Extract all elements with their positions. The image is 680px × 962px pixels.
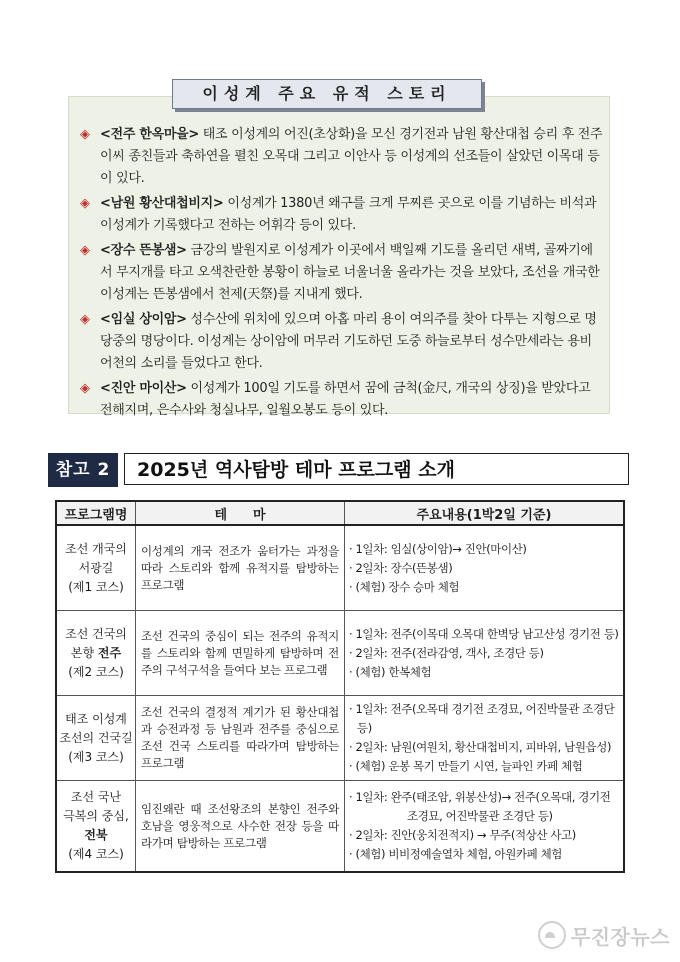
content-item: · 1일차: 임실(상이암)→ 진안(마이산) <box>349 541 527 556</box>
diamond-bullet-icon: ◈ <box>80 196 90 211</box>
content-item: · 2일차: 진안(웅치전적지) → 무주(적상산 사고) <box>349 828 576 842</box>
theme-cell: 이성계의 개국 전조가 움터가는 과정을 따라 스토리와 함께 유적지를 탐방하는 프로그램 <box>136 525 345 611</box>
program-name-line: 전북 <box>84 828 108 842</box>
program-name-line: 조선의 건국길 <box>59 730 133 745</box>
story-item-text: 성수산에 위치에 있으며 아홉 마리 용이 여의주를 찾아 다투는 지형으로 명당중의 명당이다. 이성계는 상이암에 머무러 기도하던 도중 하늘로부터 성수만세라는 용비어천의 소리를 들었다고 한다. <box>100 312 597 371</box>
story-item-head: <전주 한옥마을> <box>100 127 199 142</box>
content-item: · (체험) 운봉 목기 만들기 시연, 늘파인 카페 체험 <box>349 759 583 773</box>
content-cell <box>345 525 625 611</box>
table-row <box>56 696 624 781</box>
content-cell <box>345 611 625 696</box>
section-title: 2025년 역사탐방 테마 프로그램 소개 <box>124 453 629 485</box>
story-item-text: 태조 이성계의 어진(초상화)을 모신 경기전과 남원 황산대첩 승리 후 전주 이씨 종친들과 축하연을 펼친 오목대 그리고 이안사 등 이성계의 선조들이 살았던 이목대 등이 있다. <box>100 127 603 186</box>
content-item: · 2일차: 장수(뜬봉샘) <box>349 560 453 575</box>
story-item <box>78 309 604 375</box>
content-item: · 1일차: 완주(태조암, 위봉산성)→ 전주(오목대, 경기전 <box>349 790 611 804</box>
program-name-line: 극복의 중심, <box>63 809 129 823</box>
program-name-line: 조선 국난 <box>70 790 122 804</box>
content-item: · 1일차: 전주(이목대 오목대 한벽당 남고산성 경기전 등) <box>349 626 619 641</box>
story-title: 이성계 주요 유적 스토리 <box>172 79 482 109</box>
section-badge: 참고 2 <box>48 453 118 487</box>
story-item-head: <남원 황산대첩비지> <box>100 196 224 211</box>
content-item: · 2일차: 남원(여원치, 황산대첩비지, 피바위, 남원읍성) <box>349 740 612 754</box>
story-item-text: 이성계가 1380년 왜구를 크게 무찌른 곳으로 이를 기념하는 비석과 이성계가 기록했다고 전하는 어휘각 등이 있다. <box>100 196 597 233</box>
story-item-head: <장수 뜬봉샘> <box>100 243 187 258</box>
header-content: 주요내용(1박2일 기준) <box>345 501 625 525</box>
program-course-label: (제2 코스) <box>68 664 124 679</box>
content-item: · (체험) 한복체험 <box>349 664 432 679</box>
content-item: · 2일차: 전주(전라감영, 객사, 조경단 등) <box>349 645 544 660</box>
header-theme: 테 마 <box>136 501 345 525</box>
story-item-text: 금강의 발원지로 이성계가 이곳에서 백일째 기도를 올리던 새벽, 골짜기에서 무지개를 타고 오색찬란한 봉황이 하늘로 너울너울 올라가는 것을 보았다, 조선을 개국한 이성계는 뜬봉샘에서 천제(天祭)를 지내게 했다. <box>100 243 600 302</box>
story-item <box>78 378 604 422</box>
watermark-text: 무진장뉴스 <box>570 924 670 949</box>
theme-cell: 조선 건국의 중심이 되는 전주의 유적지를 스토리와 함께 면밀하게 탐방하며 전주의 구석구석을 들여다 보는 프로그램 <box>136 611 345 696</box>
content-cell <box>345 696 625 781</box>
content-cell <box>345 781 625 873</box>
watermark <box>538 920 670 950</box>
story-item-head: <진안 마이산> <box>100 381 187 396</box>
program-name-cell <box>56 696 136 781</box>
program-name-line: 조선 개국의 <box>65 541 127 556</box>
program-name-line: 조선 건국의 <box>65 626 127 641</box>
story-item <box>78 124 604 190</box>
story-item-text: 이성계가 100일 기도를 하면서 꿈에 금척(金尺, 개국의 상징)을 받았다고 전해지며, 은수사와 청실나무, 일월오봉도 등이 있다. <box>100 381 591 418</box>
table-row <box>56 781 624 873</box>
program-name-cell <box>56 525 136 611</box>
program-name-cell <box>56 611 136 696</box>
content-item-continuation: 조경묘, 어진박물관 조경단 등) <box>407 809 553 823</box>
program-course-label: (제3 코스) <box>68 749 124 764</box>
program-name-line: 서광길 <box>78 560 114 575</box>
diamond-bullet-icon: ◈ <box>80 381 90 396</box>
table-row <box>56 611 624 696</box>
diamond-bullet-icon: ◈ <box>80 312 90 327</box>
program-table <box>55 500 625 873</box>
content-item: · (체험) 비비정예술열차 체험, 아원카페 체험 <box>349 847 563 861</box>
news-logo-icon <box>538 921 566 949</box>
theme-cell: 임진왜란 때 조선왕조의 본향인 전주와 호남을 영웅적으로 사수한 전장 등을 따라가며 탐방하는 프로그램 <box>136 781 345 873</box>
table-row <box>56 525 624 611</box>
program-course-label: (제1 코스) <box>68 579 124 594</box>
diamond-bullet-icon: ◈ <box>80 243 90 258</box>
theme-cell: 조선 건국의 결정적 계기가 된 황산대첩과 승전과정 등 남원과 전주를 중심으로 조선 건국 스토리를 따라가며 탐방하는 프로그램 <box>136 696 345 781</box>
story-item <box>78 240 604 306</box>
program-name-line: 본향 전주 <box>70 645 122 660</box>
content-item: · (체험) 장수 승마 체험 <box>349 579 460 594</box>
table-header-row <box>56 501 624 525</box>
content-item: · 1일차: 전주(오목대 경기전 조경묘, 어진박물관 조경단 등) <box>349 702 615 735</box>
story-list <box>78 124 604 425</box>
program-course-label: (제4 코스) <box>68 847 124 861</box>
header-program-name: 프로그램명 <box>56 501 136 525</box>
program-name-line: 태조 이성계 <box>65 711 127 726</box>
program-name-cell <box>56 781 136 873</box>
diamond-bullet-icon: ◈ <box>80 127 90 142</box>
story-item <box>78 193 604 237</box>
story-item-head: <임실 상이암> <box>100 312 187 327</box>
